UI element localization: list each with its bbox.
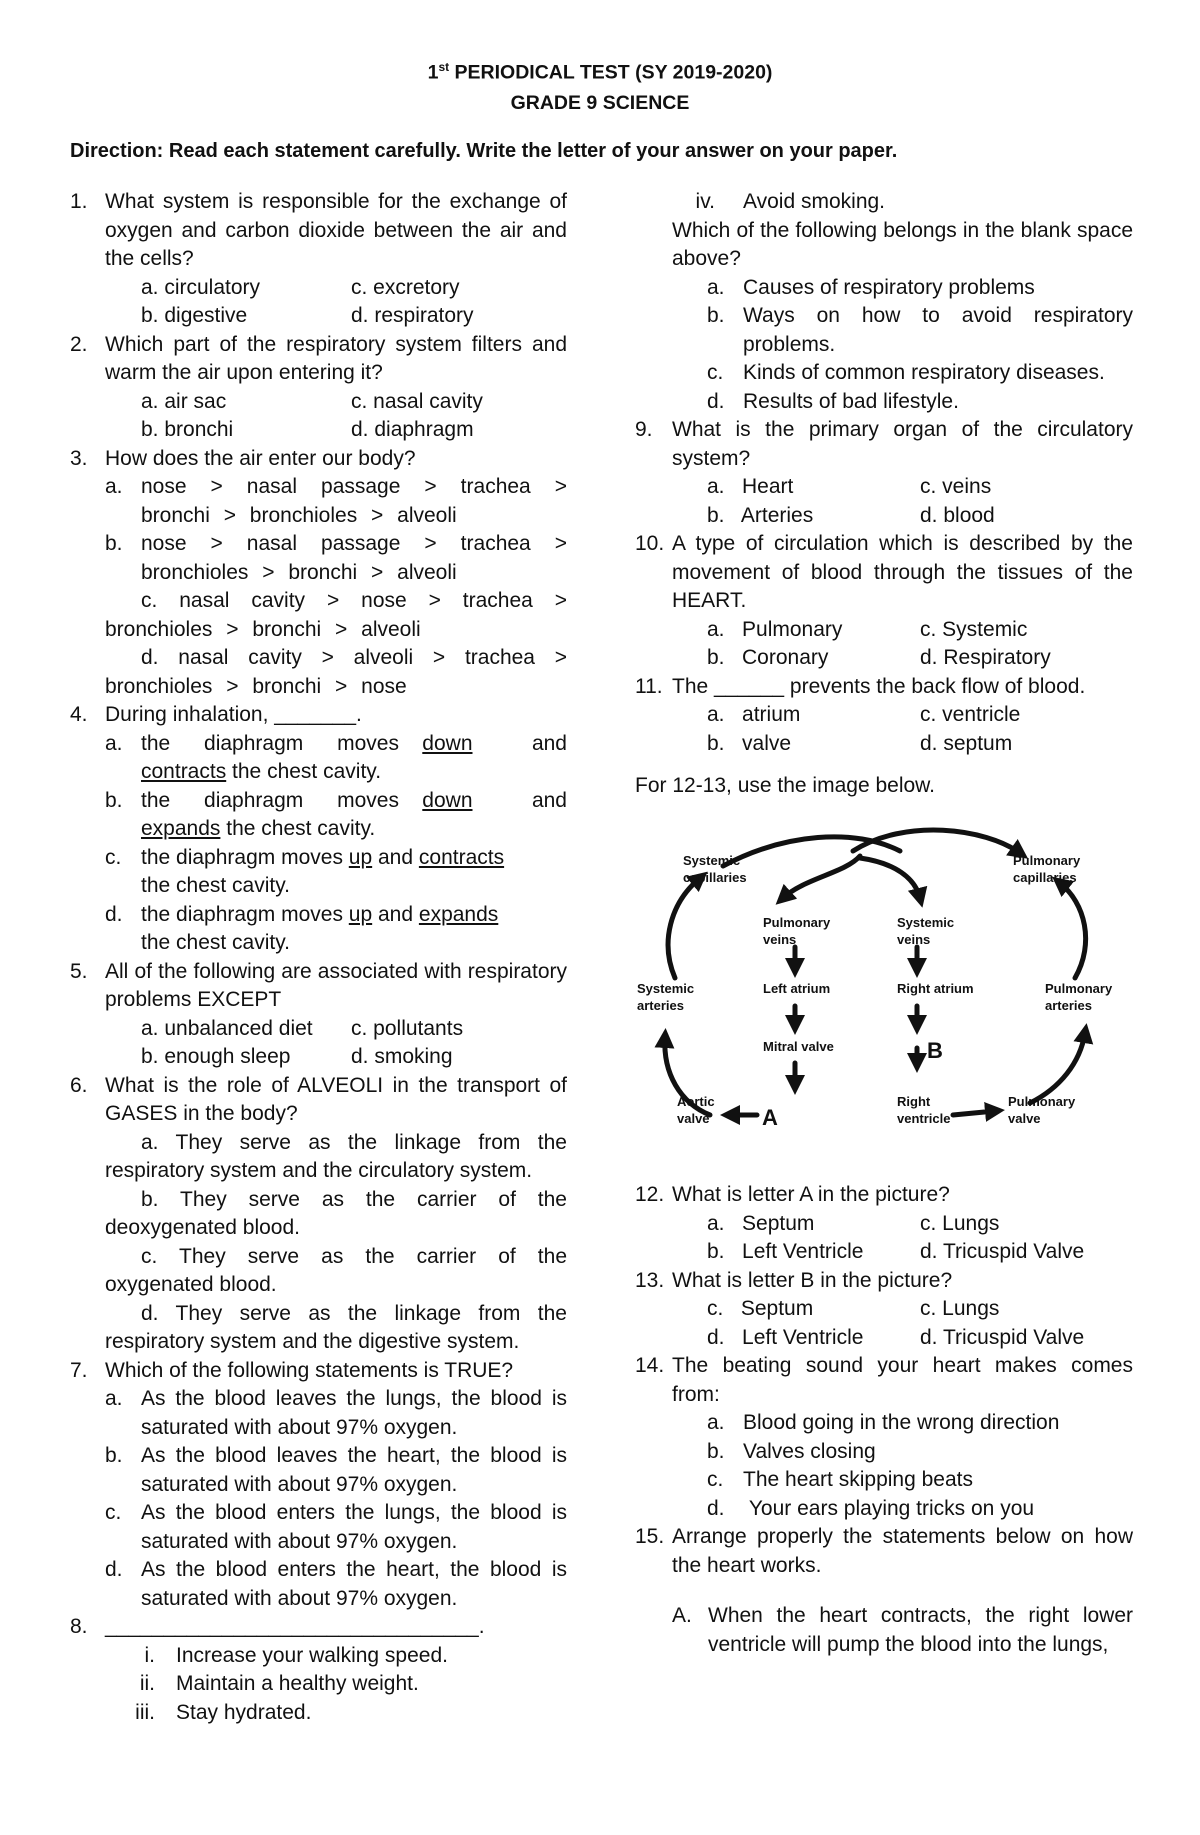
- right-atrium-label: Right atrium: [897, 980, 974, 996]
- option-b: Valves closing: [743, 1439, 876, 1463]
- question-text: What is the primary organ of the circulatory system?: [672, 418, 1133, 470]
- option-c: c. nasal cavity: [351, 389, 483, 413]
- option-d: d. blood: [920, 503, 995, 527]
- label-a: A: [762, 1104, 778, 1130]
- right-ventricle-label: Right: [897, 1093, 931, 1109]
- question-text: The beating sound your heart makes comes from:: [672, 1354, 1133, 1406]
- option-a: a. circulatory: [141, 275, 261, 299]
- svg-text:Pulmonaryarteries: Pulmonary arteries: [1045, 980, 1113, 1013]
- option-a: a. air sac: [141, 389, 227, 413]
- option-d: Your ears playing tricks on you: [748, 1496, 1035, 1520]
- question-text: All of the following are associated with respiratory problems EXCEPT: [105, 959, 567, 1011]
- svg-text:Rightventricle: Right ventricle: [897, 1093, 951, 1126]
- svg-text:Systemiccapillaries: Systemic capillaries: [683, 852, 747, 885]
- option-a: a. Pulmonary: [707, 617, 843, 641]
- mitral-valve-label: Mitral valve: [763, 1038, 834, 1054]
- option-c: The heart skipping beats: [743, 1468, 973, 1491]
- option-b: b. Arteries: [707, 503, 814, 527]
- option-c: c. Systemic: [920, 617, 1028, 641]
- option-b: b. bronchi: [141, 418, 234, 441]
- question-text: A type of circulation which is described by the movement of blood through the tissues of the HEART.: [672, 532, 1133, 612]
- test-title: 1st PERIODICAL TEST (SY 2019-2020): [427, 60, 773, 84]
- question-text: What system is responsible for the exchange of oxygen and carbon dioxide between the air and the cells?: [105, 190, 567, 270]
- pulmonary-valve-label: Pulmonary: [1008, 1093, 1076, 1109]
- item-ii: Maintain a healthy weight.: [176, 1672, 419, 1695]
- arrow-to-pulmonary-arteries: [1030, 1033, 1085, 1103]
- option-c: c. ventricle: [920, 703, 1021, 726]
- item-i: Increase your walking speed.: [176, 1643, 448, 1667]
- option-b: b. Left Ventricle: [707, 1240, 864, 1263]
- question-6: 6. What is the role of ALVEOLI in the transport of GASES in the body? a. They serve as the linkage from the respiratory system and the circulatory system. b. They serve as the carrier of the deoxygenated blood. c. They serve as the carrier of the oxygenated blood. d. They serve as the linkage from the respiratory system and the digestive system.: [70, 1073, 567, 1353]
- option-a: a. the diaphragm moves down and contracts the chest cavity.: [105, 731, 567, 783]
- option-a: nose > nasal passage > trachea > bronchi > bronchioles > alveoli: [141, 475, 567, 527]
- option-d: d. septum: [920, 731, 1013, 755]
- option-b: d. Left Ventricle: [707, 1325, 864, 1349]
- svg-text:Systemicarteries: Systemic arteries: [637, 980, 695, 1013]
- right-column: [635, 188, 1133, 1659]
- question-8: 8. ________________________________. i. Increase your walking speed. ii. Maintain a healthy weight. iii. Stay hydrated.: [70, 1615, 485, 1724]
- option-a: Blood going in the wrong direction: [743, 1411, 1060, 1434]
- option-b: b. valve: [707, 731, 792, 755]
- question-text: What is letter B in the picture?: [672, 1268, 953, 1292]
- option-a: Causes of respiratory problems: [743, 275, 1035, 299]
- circulation-flow-chart: [635, 823, 1125, 1153]
- question-text: Which of the following belongs in the blank space above?: [672, 218, 1133, 270]
- arrow-to-systemic-veins: [860, 858, 920, 898]
- question-4: 4. During inhalation, _______. a. the diaphragm moves down and contracts the chest cavity. b. the diaphragm moves down and expands the chest cavity. c. the diaphragm moves up and contracts the chest cavity. d. the diaphragm moves up and expands the chest cavity.: [70, 701, 567, 958]
- question-text: What is letter A in the picture?: [672, 1183, 950, 1206]
- image-instruction: For 12-13, use the image below.: [635, 774, 936, 797]
- question-1: 1. What system is responsible for the exchange of oxygen and carbon dioxide between the air and the cells? a. circulatory c. excretory b. digestive d. respiratory: [70, 188, 567, 331]
- option-c: c. pollutants: [351, 1016, 464, 1040]
- option-b: b. enough sleep: [141, 1045, 291, 1068]
- test-subtitle: GRADE 9 SCIENCE: [510, 91, 690, 114]
- option-a: a. atrium: [707, 703, 801, 726]
- option-d: d. the diaphragm moves up and expands the chest cavity.: [105, 902, 499, 954]
- question-10: 10. A type of circulation which is described by the movement of blood through the tissues of the HEART. a. Pulmonary c. Systemic b. Coronary d. Respiratory: [635, 530, 1133, 673]
- question-14: 14. The beating sound your heart makes comes from: a. Blood going in the wrong direction b. Valves closing c. The heart skipping beats d. Your ears playing tricks on you: [635, 1354, 1133, 1520]
- svg-text:Aorticvalve: Aortic valve: [677, 1093, 715, 1126]
- question-7: 7. Which of the following statements is TRUE? a. As the blood leaves the lungs, the blood is saturated with about 97% oxygen. b. As the blood leaves the heart, the blood is saturated with about 97% oxygen. c. As the blood enters the lungs, the blood is saturated with about 97% oxygen. d. As the blood enters the heart, the blood is saturated with about 97% oxygen.: [70, 1358, 567, 1610]
- option-d: d. diaphragm: [351, 418, 474, 441]
- option-d: d. respiratory: [351, 304, 474, 327]
- question-12: 12. What is letter A in the picture? a. Septum c. Lungs b. Left Ventricle d. Tricuspid Valve: [635, 1181, 1133, 1267]
- option-a: a. They serve as the linkage from the respiratory system and the circulatory system.: [105, 1130, 567, 1182]
- option-c: c. nasal cavity > nose > trachea > bronchioles > bronchi > alveoli: [105, 589, 567, 641]
- option-d: d. Tricuspid Valve: [920, 1240, 1085, 1263]
- systemic-arteries-label: Systemic: [637, 980, 695, 996]
- option-c: c. They serve as the carrier of the oxygenated blood.: [105, 1244, 567, 1296]
- option-c: c. veins: [920, 475, 992, 498]
- blank-line: ________________________________.: [105, 1615, 485, 1638]
- question-9: 9. What is the primary organ of the circulatory system? a. Heart c. veins b. Arteries d. blood: [635, 416, 1133, 530]
- option-d: d. smoking: [351, 1045, 453, 1068]
- option-a: c. Septum: [707, 1297, 814, 1320]
- question-text: Which part of the respiratory system filters and warm the air upon entering it?: [105, 332, 567, 384]
- svg-text:Pulmonaryveins: Pulmonary veins: [763, 914, 831, 947]
- option-c: Kinds of common respiratory diseases.: [743, 361, 1105, 384]
- svg-text:Pulmonaryvalve: Pulmonary valve: [1008, 1093, 1076, 1126]
- svg-text:Systemicveins: Systemic veins: [897, 914, 955, 947]
- option-a: As the blood leaves the lungs, the blood is saturated with about 97% oxygen.: [141, 1387, 567, 1439]
- option-d: As the blood enters the heart, the blood is saturated with about 97% oxygen.: [141, 1558, 567, 1610]
- directions: Direction: Read each statement carefully. Write the letter of your answer on your paper.: [70, 140, 898, 162]
- option-a: a. Septum: [707, 1211, 815, 1235]
- question-text: Which of the following statements is TRUE?: [105, 1358, 514, 1382]
- option-b: b. digestive: [141, 304, 248, 327]
- option-b: Ways on how to avoid respiratory problems.: [743, 304, 1133, 356]
- svg-text:Pulmonarycapillaries: Pulmonary capillaries: [1013, 852, 1081, 885]
- item-iv: Avoid smoking.: [743, 190, 886, 213]
- item-iii: Stay hydrated.: [176, 1700, 312, 1724]
- statement-a: When the heart contracts, the right lower ventricle will pump the blood into the lungs,: [708, 1604, 1133, 1656]
- option-a: a. Heart: [707, 475, 794, 498]
- label-b: B: [927, 1037, 943, 1063]
- option-c: c. Lungs: [920, 1211, 1000, 1235]
- option-d: Results of bad lifestyle.: [743, 389, 959, 413]
- test-header: [0, 52, 1200, 118]
- circulation-diagram: [635, 823, 1133, 1162]
- arrow-to-pulmonary-capillaries: [1060, 883, 1086, 978]
- question-3: 3. How does the air enter our body? a. nose > nasal passage > trachea > bronchi > bronchioles > alveoli b. nose > nasal passage > trachea > bronchioles > bronchi > alveoli c. nasal cavity > nose > trachea > bronchioles > bronchi > alveoli d. nasal cavity > alveoli > trachea > bronchioles > bronchi > nose: [70, 446, 567, 698]
- option-b: b. Coronary: [707, 646, 829, 669]
- question-15: 15. Arrange properly the statements below on how the heart works. A. When the heart contracts, the right lower ventricle will pump the blood into the lungs,: [635, 1525, 1133, 1656]
- option-b: b. They serve as the carrier of the deoxygenated blood.: [105, 1187, 567, 1239]
- left-column: [70, 188, 567, 1727]
- pulmonary-arteries-label: Pulmonary: [1045, 980, 1113, 996]
- systemic-capillaries-label: Systemic: [683, 852, 741, 868]
- question-text: The ______ prevents the back flow of blood.: [672, 674, 1086, 698]
- option-c: c. the diaphragm moves up and contracts the chest cavity.: [105, 845, 505, 897]
- option-c: c. excretory: [351, 275, 460, 299]
- option-b: b. the diaphragm moves down and expands the chest cavity.: [105, 788, 567, 840]
- aortic-valve-label: Aortic: [677, 1093, 715, 1109]
- question-2: 2. Which part of the respiratory system filters and warm the air upon entering it? a. air sac c. nasal cavity b. bronchi d. diaphragm: [70, 331, 567, 445]
- option-b: nose > nasal passage > trachea > bronchioles > bronchi > alveoli: [141, 532, 567, 584]
- option-d: d. Respiratory: [920, 646, 1051, 669]
- arrow-to-pulmonary-veins: [783, 856, 860, 898]
- option-d: d. Tricuspid Valve: [920, 1325, 1085, 1349]
- question-text: During inhalation, _______.: [105, 703, 362, 726]
- question-5: 5. All of the following are associated with respiratory problems EXCEPT a. unbalanced diet c. pollutants b. enough sleep d. smoking: [70, 958, 567, 1072]
- option-d: d. nasal cavity > alveoli > trachea > bronchioles > bronchi > nose: [105, 646, 567, 698]
- question-8-continued: iv. Avoid smoking. Which of the following belongs in the blank space above? a. Causes of respiratory problems b. Ways on how to avoid respiratory problems. c. Kinds of common respiratory diseases. d. Results of bad lifestyle.: [672, 190, 1133, 413]
- question-text: Arrange properly the statements below on how the heart works.: [672, 1525, 1133, 1577]
- pulmonary-veins-label: Pulmonary: [763, 914, 831, 930]
- left-atrium-label: Left atrium: [763, 980, 831, 996]
- option-c: c. Lungs: [920, 1297, 1000, 1320]
- option-c: As the blood enters the lungs, the blood is saturated with about 97% oxygen.: [141, 1501, 567, 1553]
- systemic-veins-label: Systemic: [897, 914, 955, 930]
- question-text: What is the role of ALVEOLI in the transport of GASES in the body?: [105, 1073, 567, 1125]
- option-b: As the blood leaves the heart, the blood is saturated with about 97% oxygen.: [141, 1444, 567, 1496]
- arrow-to-systemic-capillaries: [668, 878, 700, 978]
- question-11: 11. The ______ prevents the back flow of blood. a. atrium c. ventricle b. valve d. septum: [635, 673, 1133, 759]
- question-text: How does the air enter our body?: [105, 446, 416, 470]
- question-13: 13. What is letter B in the picture? c. Septum c. Lungs d. Left Ventricle d. Tricuspid Valve: [635, 1267, 1133, 1353]
- option-d: d. They serve as the linkage from the respiratory system and the digestive system.: [105, 1301, 567, 1353]
- pulmonary-capillaries-label: Pulmonary: [1013, 852, 1081, 868]
- option-a: a. unbalanced diet: [141, 1016, 313, 1040]
